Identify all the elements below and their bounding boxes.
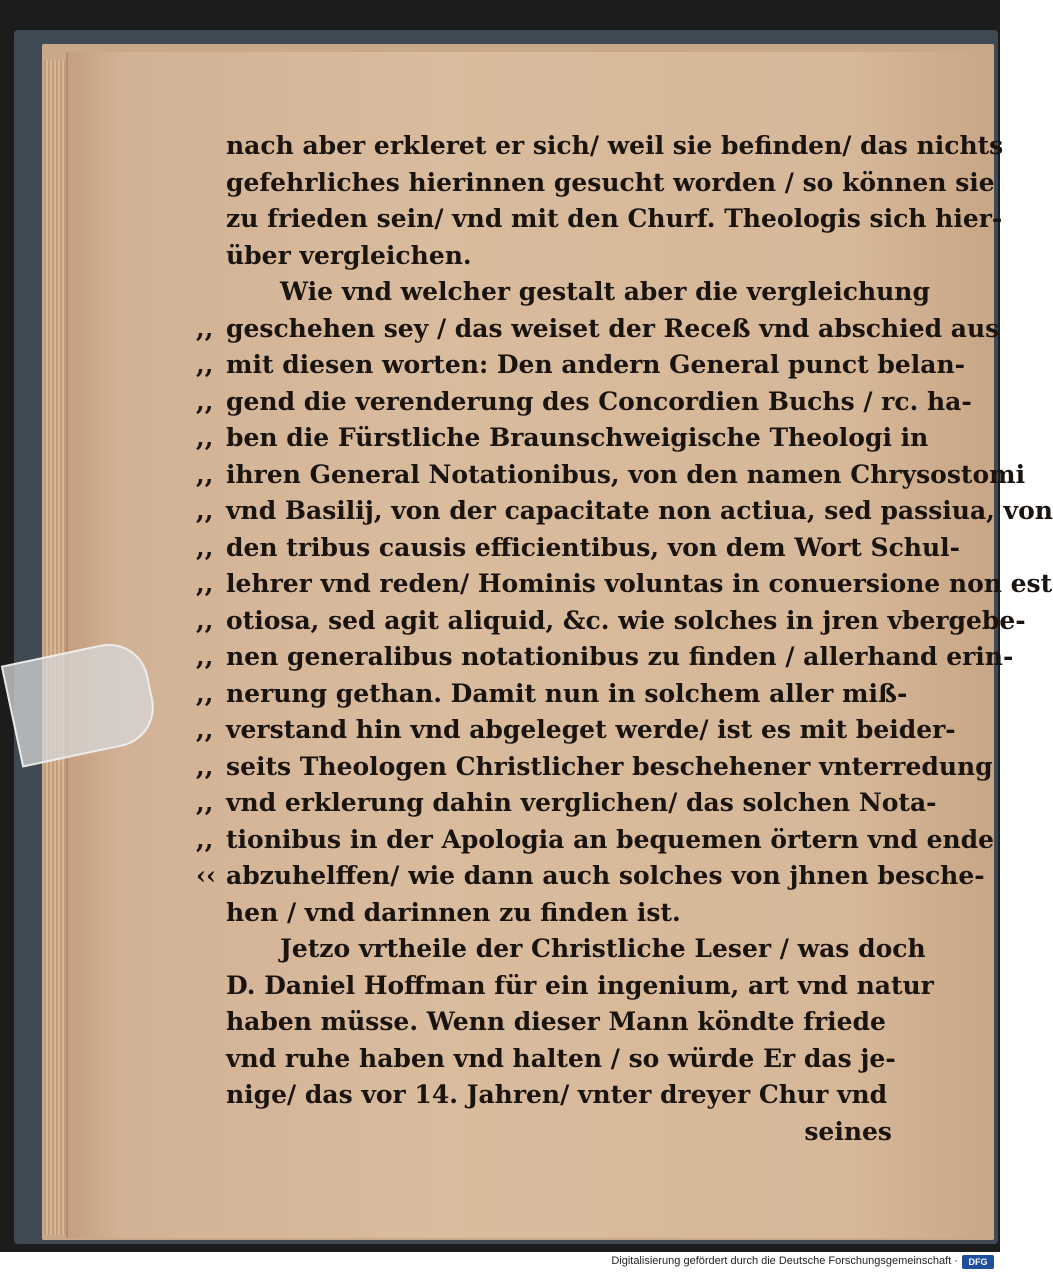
line-text: vnd erklerung dahin verglichen/ das solchen Nota-	[226, 788, 937, 817]
quote-mark: ,,	[196, 788, 214, 817]
text-line	[196, 384, 972, 421]
quote-mark: ,,	[196, 569, 214, 598]
text-line	[196, 785, 937, 822]
dfg-logo-icon: DFG	[962, 1255, 994, 1269]
line-text: zu frieden sein/ vnd mit den Churf. Theologis sich hier-	[226, 204, 1003, 233]
text-lines	[196, 128, 1053, 1114]
text-line	[196, 530, 961, 567]
line-text: nige/ das vor 14. Jahren/ vnter dreyer Chur vnd	[226, 1080, 888, 1109]
footer	[0, 1252, 1000, 1272]
quote-mark: ,,	[196, 496, 214, 525]
line-text: gefehrliches hierinnen gesucht worden / so können sie	[226, 167, 995, 197]
text-line	[196, 822, 995, 859]
footer-credit: Digitalisierung gefördert durch die Deutsche Forschungsgemeinschaft ·	[611, 1255, 958, 1267]
quote-mark: ,,	[196, 678, 214, 708]
text-line	[196, 165, 995, 202]
quote-mark: ‹‹	[196, 861, 216, 890]
line-text: Wie vnd welcher gestalt aber die vergleichung	[280, 277, 930, 306]
line-text: nen generalibus notationibus zu finden / allerhand erin-	[226, 642, 1014, 671]
text-line	[196, 311, 1000, 348]
text-line	[196, 347, 966, 384]
line-text: abzuhelffen/ wie dann auch solches von jhnen besche-	[226, 861, 985, 890]
text-line	[196, 639, 1014, 676]
line-text: hen / vnd darinnen zu finden ist.	[226, 897, 681, 927]
quote-mark: ,,	[196, 386, 214, 416]
quote-mark: ,,	[196, 459, 214, 489]
line-text: Jetzo vrtheile der Christliche Leser / was doch	[280, 934, 926, 963]
line-text: ihren General Notationibus, von den namen Chrysostomi	[226, 459, 1026, 489]
text-line	[196, 858, 985, 895]
page-edges	[44, 60, 68, 1235]
quote-mark: ,,	[196, 715, 214, 744]
text-line	[196, 201, 1003, 238]
line-text: gend die verenderung des Concordien Buchs / rc. ha-	[226, 386, 972, 416]
line-text: seits Theologen Christlicher beschehener vnterredung	[226, 751, 993, 781]
line-text: nach aber erkleret er sich/ weil sie befinden/ das nichts	[226, 131, 1004, 160]
text-line	[196, 749, 993, 786]
text-line	[196, 238, 908, 275]
quote-mark: ,,	[196, 751, 214, 781]
quote-mark: ,,	[196, 642, 214, 671]
text-line	[196, 1041, 908, 1078]
line-text: tionibus in der Apologia an bequemen örtern vnd ende	[226, 824, 995, 854]
line-text: haben müsse. Wenn dieser Mann köndte friede	[226, 1007, 886, 1036]
text-line	[196, 274, 930, 311]
line-text: über vergleichen.	[226, 240, 472, 270]
line-text: mit diesen worten: Den andern General punct belan-	[226, 350, 966, 379]
text-line	[196, 603, 1026, 640]
text-line	[196, 1004, 908, 1041]
text-line	[196, 566, 1053, 603]
quote-mark: ,,	[196, 313, 214, 343]
line-text: otiosa, sed agit aliquid, &c. wie solches in jren vbergebe-	[226, 605, 1026, 635]
text-line	[196, 420, 929, 457]
text-line	[196, 712, 956, 749]
quote-mark: ,,	[196, 350, 214, 379]
text-line	[196, 457, 1026, 494]
text-line	[196, 1077, 908, 1114]
quote-mark: ,,	[196, 532, 214, 562]
text-line	[196, 968, 934, 1005]
line-text: lehrer vnd reden/ Hominis voluntas in conuersione non est	[226, 569, 1053, 598]
line-text: nerung gethan. Damit nun in solchem aller miß-	[226, 678, 908, 708]
quote-mark: ,,	[196, 605, 214, 635]
line-text: vnd ruhe haben vnd halten / so würde Er das je-	[226, 1043, 896, 1073]
line-text: verstand hin vnd abgeleget werde/ ist es mit beider-	[226, 715, 956, 744]
text-line	[196, 493, 1053, 530]
text-line	[196, 676, 908, 713]
quote-mark: ,,	[196, 423, 214, 452]
line-text: geschehen sey / das weiset der Receß vnd abschied aus	[226, 313, 1000, 343]
line-text: D. Daniel Hoffman für ein ingenium, art vnd natur	[226, 970, 934, 1000]
text-line	[196, 931, 926, 968]
text-line	[196, 128, 1004, 165]
catchword: seines	[804, 1116, 892, 1146]
line-text: ben die Fürstliche Braunschweigische Theologi in	[226, 423, 929, 452]
page-text	[196, 128, 1053, 1150]
line-text: den tribus causis efficientibus, von dem Wort Schul-	[226, 532, 961, 562]
text-line	[196, 895, 908, 932]
line-text: vnd Basilij, von der capacitate non actiua, sed passiua, von	[226, 496, 1053, 525]
quote-mark: ,,	[196, 824, 214, 854]
